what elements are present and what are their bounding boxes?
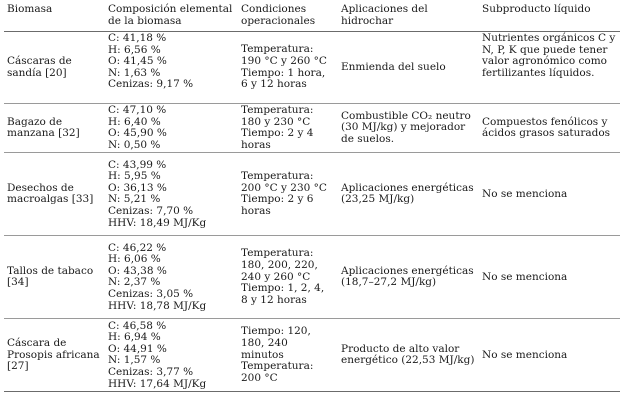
conditions-cell <box>238 236 338 319</box>
biomass-table <box>4 3 620 392</box>
composition-line: H: 6,40 % <box>108 115 161 128</box>
composition-line: O: 41,45 % <box>108 55 167 68</box>
application-cell: Aplicaciones energéticas (23,25 MJ/kg) <box>341 181 474 206</box>
biomass-cell: Bagazo de manzana [32] <box>7 115 80 140</box>
conditions-line: 8 y 12 horas <box>241 293 307 306</box>
composition-line: HHV: 18,78 MJ/Kg <box>108 299 207 312</box>
liquid-cell: Compuestos fenólicos y ácidos grasos saturados <box>482 115 611 140</box>
table-row <box>4 319 620 392</box>
conditions-line: Tiempo: 1 hora, <box>241 66 326 79</box>
header-liquid: Subproducto líquido <box>479 3 620 32</box>
composition-line: O: 45,90 % <box>108 127 167 140</box>
conditions-cell <box>238 32 338 104</box>
conditions-cell <box>238 104 338 153</box>
application-cell: Enmienda del suelo <box>341 60 446 73</box>
composition-line: N: 0,50 % <box>108 138 161 151</box>
liquid-cell: Nutrientes orgánicos C y N, P, K que puede tener valor agronómico como fertilizantes líquidos. <box>482 32 616 79</box>
liquid-cell: No se menciona <box>482 187 568 200</box>
composition-line: O: 43,38 % <box>108 264 167 277</box>
conditions-line: Tiempo: 120, <box>241 325 311 338</box>
biomass-cell: Cáscaras de sandía [20] <box>7 54 72 79</box>
composition-line: C: 47,10 % <box>108 104 167 116</box>
header-biomass: Biomasa <box>4 3 105 32</box>
liquid-cell: No se menciona <box>482 348 568 361</box>
conditions-line: 6 y 12 horas <box>241 78 307 91</box>
composition-line: C: 41,18 % <box>108 32 167 44</box>
header-row <box>4 3 620 32</box>
composition-line: H: 6,06 % <box>108 253 161 266</box>
header-composition: Composición elemental de la biomasa <box>105 3 238 32</box>
table-row <box>4 153 620 236</box>
conditions-line: minutos <box>241 348 284 361</box>
table-row <box>4 236 620 319</box>
biomass-cell: Cáscara de Prosopis africana [27] <box>7 336 100 373</box>
biomass-cell: Desechos de macroalgas [33] <box>7 181 94 206</box>
conditions-line: 240 y 260 °C <box>241 270 311 283</box>
conditions-line: 200 °C <box>241 371 278 384</box>
biomass-cell: Tallos de tabaco [34] <box>7 264 94 289</box>
liquid-cell: No se menciona <box>482 270 568 283</box>
composition-line: C: 46,22 % <box>108 241 167 254</box>
composition-line: O: 36,13 % <box>108 181 167 194</box>
composition-line: H: 5,95 % <box>108 170 161 183</box>
conditions-cell <box>238 319 338 392</box>
conditions-line: horas <box>241 138 271 151</box>
conditions-line: Tiempo: 2 y 4 <box>241 127 314 140</box>
composition-line: N: 1,63 % <box>108 66 161 79</box>
composition-cell <box>105 153 238 236</box>
header-application: Aplicaciones del hidrochar <box>338 3 479 32</box>
application-cell: Aplicaciones energéticas (18,7–27,2 MJ/kg) <box>341 264 474 289</box>
table-row <box>4 32 620 104</box>
conditions-line: Temperatura: <box>241 360 314 373</box>
conditions-line: Temperatura: <box>241 43 314 56</box>
conditions-line: 180, 240 <box>241 336 288 349</box>
conditions-line: Temperatura: <box>241 104 314 116</box>
composition-line: O: 44,91 % <box>108 342 167 355</box>
composition-line: C: 46,58 % <box>108 319 167 332</box>
composition-line: N: 2,37 % <box>108 276 161 289</box>
composition-line: Cenizas: 3,77 % <box>108 365 194 378</box>
composition-line: Cenizas: 7,70 % <box>108 204 194 217</box>
conditions-line: 190 °C y 260 °C <box>241 54 327 67</box>
composition-cell <box>105 236 238 319</box>
composition-line: HHV: 17,64 MJ/Kg <box>108 377 207 390</box>
conditions-line: Tiempo: 2 y 6 <box>241 193 314 206</box>
conditions-line: 180 y 230 °C <box>241 115 311 128</box>
composition-line: Cenizas: 9,17 % <box>108 78 194 91</box>
composition-line: HHV: 18,49 MJ/Kg <box>108 216 207 229</box>
composition-line: H: 6,56 % <box>108 43 161 56</box>
application-cell: Combustible CO₂ neutro (30 MJ/kg) y mejorador de suelos. <box>341 109 471 145</box>
conditions-cell <box>238 153 338 236</box>
composition-line: C: 43,99 % <box>108 158 167 171</box>
composition-line: Cenizas: 3,05 % <box>108 287 194 300</box>
table-row <box>4 104 620 153</box>
conditions-line: Tiempo: 1, 2, 4, <box>241 282 325 295</box>
conditions-line: 200 °C y 230 °C <box>241 181 327 194</box>
composition-line: N: 1,57 % <box>108 354 161 367</box>
conditions-line: horas <box>241 204 271 217</box>
composition-cell <box>105 104 238 153</box>
composition-cell <box>105 32 238 104</box>
header-conditions: Condiciones operacionales <box>238 3 338 32</box>
conditions-line: Temperatura: <box>241 170 314 183</box>
composition-line: N: 5,21 % <box>108 193 161 206</box>
composition-line: H: 6,94 % <box>108 331 161 344</box>
composition-cell <box>105 319 238 392</box>
application-cell: Producto de alto valor energético (22,53 MJ/kg) <box>341 342 475 367</box>
conditions-line: 180, 200, 220, <box>241 258 318 271</box>
conditions-line: Temperatura: <box>241 247 314 260</box>
